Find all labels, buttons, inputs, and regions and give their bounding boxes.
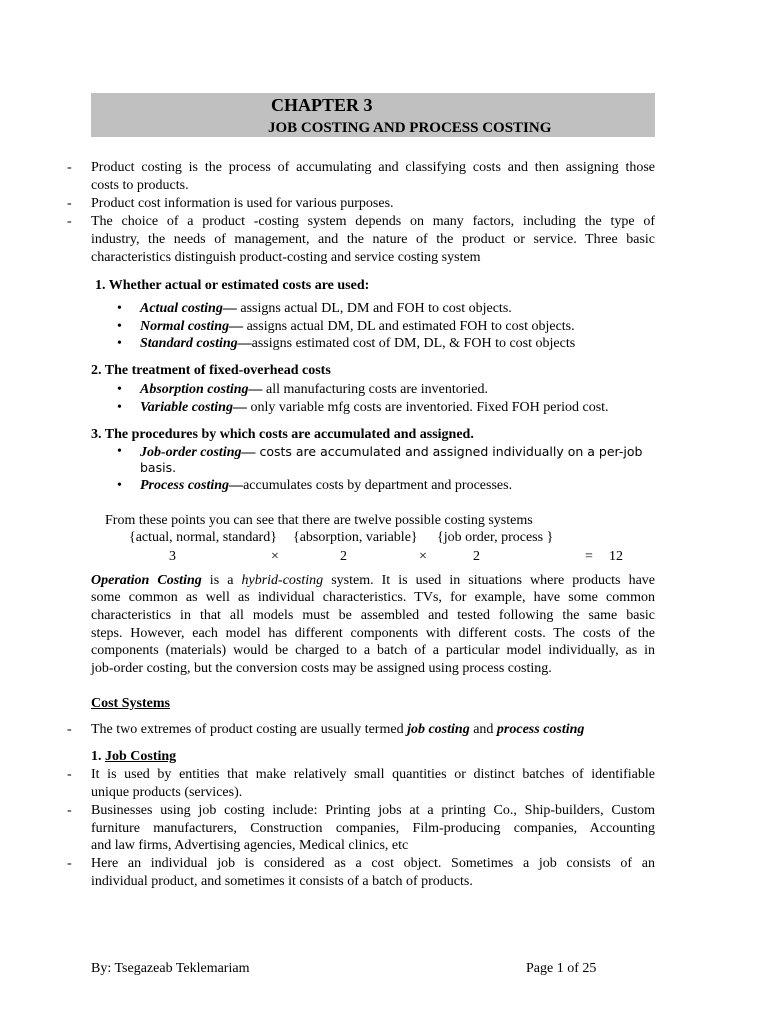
text: and: [469, 722, 497, 737]
operation-line5: components (materials) would be charged to a batch of a particular model individually, as in: [91, 643, 655, 658]
bullet-marker: •: [117, 382, 122, 397]
list-item: [140, 335, 575, 353]
operation-line4: steps. However, each model has different components with different costs. The costs of the: [91, 626, 655, 641]
chapter-number: CHAPTER 3: [271, 95, 373, 115]
section2-heading: 2. The treatment of fixed-overhead costs: [91, 363, 331, 378]
job-p3-line1: Here an individual job is considered as a cost object. Sometimes a job consists of an: [91, 856, 655, 871]
chapter-title: JOB COSTING AND PROCESS COSTING: [268, 120, 552, 136]
term: Absorption costing—: [140, 382, 263, 397]
operation-line2: some common as well as individual characteristics. TVs, for example, have some common: [91, 590, 655, 605]
systems-intro: From these points you can see that there are twelve possible costing systems: [105, 513, 533, 528]
dash-marker: -: [67, 722, 72, 737]
bullet-marker: •: [117, 301, 122, 316]
section3-heading: 3. The procedures by which costs are accumulated and assigned.: [91, 427, 474, 442]
job-costing-heading: [91, 748, 176, 766]
set-procedure: {job order, process }: [437, 530, 554, 545]
list-item: [140, 477, 512, 495]
intro-p3-line2: industry, the needs of management, and the nature of the product or service. Three basic: [91, 232, 655, 247]
text: The two extremes of product costing are usually termed: [91, 722, 408, 737]
bullet-marker: •: [117, 336, 122, 351]
definition: assigns estimated cost of DM, DL, & FOH to cost objects: [251, 336, 576, 351]
term: Variable costing—: [140, 400, 247, 415]
term: Normal costing—: [140, 319, 244, 334]
footer-page-number: Page 1 of 25: [526, 961, 597, 976]
intro-p3-line1: The choice of a product -costing system depends on many factors, including the type of: [91, 214, 655, 229]
job-p1-line2: unique products (services).: [91, 785, 243, 800]
definition: costs are accumulated and assigned individually on a per-job: [255, 444, 643, 459]
heading-text: Job Costing: [105, 749, 177, 764]
definition: all manufacturing costs are inventoried.: [262, 382, 489, 397]
times-sign: ×: [271, 549, 279, 564]
bullet-marker: •: [117, 444, 122, 459]
list-item: [140, 300, 512, 318]
intro-p2: Product cost information is used for various purposes.: [91, 196, 394, 211]
heading-number: 1.: [91, 749, 105, 764]
count-procedure: 2: [473, 549, 480, 564]
cost-systems-heading: Cost Systems: [91, 696, 170, 711]
term: Operation Costing: [91, 573, 202, 588]
definition: assigns actual DM, DL and estimated FOH to cost objects.: [243, 319, 575, 334]
term: Process costing—: [140, 478, 244, 493]
section1-heading: 1. Whether actual or estimated costs are used:: [95, 278, 370, 293]
list-item: [140, 381, 488, 399]
job-p2-line1: Businesses using job costing include: Printing jobs at a printing Co., Ship-builders, Custom: [91, 803, 655, 818]
operation-line3: characteristics in that all models must be assembled and tested following the same basic: [91, 608, 655, 623]
job-p3-line2: individual product, and sometimes it consists of a batch of products.: [91, 874, 473, 889]
term: Job-order costing—: [140, 445, 256, 460]
definition: only variable mfg costs are inventoried. Fixed FOH period cost.: [246, 400, 609, 415]
dash-marker: -: [67, 214, 72, 229]
term: Standard costing—: [140, 336, 252, 351]
term-job-costing: job costing: [407, 722, 470, 737]
dash-marker: -: [67, 160, 72, 175]
dash-marker: -: [67, 803, 72, 818]
list-item: [140, 399, 609, 417]
intro-p1-line2: costs to products.: [91, 178, 189, 193]
job-p2-line2: furniture manufacturers, Construction companies, Film-producing companies, Accounting: [91, 821, 655, 836]
operation-line1: [91, 572, 655, 590]
job-p2-line3: and law firms, Advertising agencies, Medical clinics, etc: [91, 838, 409, 853]
count-basis: 3: [169, 549, 176, 564]
dash-marker: -: [67, 767, 72, 782]
definition: assigns actual DL, DM and FOH to cost objects.: [236, 301, 512, 316]
footer-author: By: Tsegazeab Teklemariam: [91, 961, 250, 976]
count-overhead: 2: [340, 549, 347, 564]
bullet-marker: •: [117, 478, 122, 493]
times-sign: ×: [419, 549, 427, 564]
dash-marker: -: [67, 856, 72, 871]
list-item: [140, 318, 575, 336]
extremes-sentence: [91, 721, 584, 739]
term: Actual costing—: [140, 301, 237, 316]
definition-continued: basis.: [140, 460, 177, 475]
total-systems: 12: [609, 549, 623, 564]
text: is a: [201, 573, 242, 588]
set-basis: {actual, normal, standard}: [129, 530, 277, 545]
term-process-costing: process costing: [496, 722, 585, 737]
definition: accumulates costs by department and processes.: [243, 478, 513, 493]
operation-line6: job-order costing, but the conversion costs may be assigned using process costing.: [91, 661, 552, 676]
text: system. It is used in situations where products have: [323, 573, 655, 588]
intro-p1-line1: Product costing is the process of accumulating and classifying costs and then assigning those: [91, 160, 655, 175]
bullet-marker: •: [117, 400, 122, 415]
term-hybrid: hybrid-costing: [241, 573, 324, 588]
intro-p3-line3: characteristics distinguish product-costing and service costing system: [91, 250, 481, 265]
set-overhead: {absorption, variable}: [293, 530, 418, 545]
dash-marker: -: [67, 196, 72, 211]
job-p1-line1: It is used by entities that make relatively small quantities or distinct batches of identifiable: [91, 767, 655, 782]
bullet-marker: •: [117, 319, 122, 334]
equals-sign: =: [585, 549, 593, 564]
list-item: [140, 443, 642, 462]
